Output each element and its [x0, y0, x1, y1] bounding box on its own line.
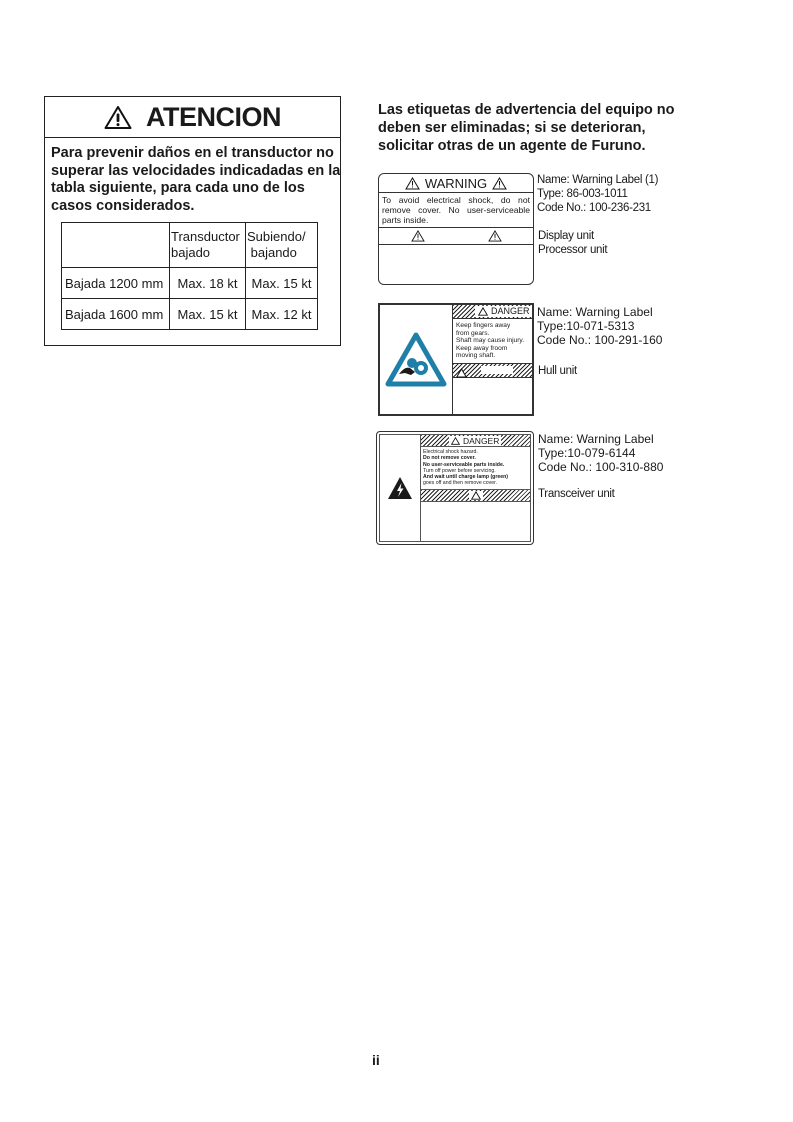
unit-name: Display unit: [538, 230, 594, 242]
warning-label-2: [378, 303, 534, 416]
table-header-cell: [62, 223, 170, 268]
label-heading: [379, 174, 533, 193]
label-type: Type: 86-003-1011: [537, 188, 628, 200]
unit-name: Processor unit: [538, 244, 608, 256]
label-inner: [379, 434, 531, 542]
label-code: Code No.: 100-310-880: [538, 460, 664, 474]
warning-label-3: [376, 431, 534, 545]
label-text: To avoid electrical shock, do not remove cover. No user-serviceable parts inside.: [382, 195, 530, 225]
table-header-cell: [170, 223, 246, 268]
danger-heading: DANGER: [463, 435, 500, 446]
warning-triangle-icon: [488, 230, 502, 242]
danger-tag: [449, 436, 501, 446]
table-cell: Bajada 1600 mm: [62, 299, 170, 330]
warning-triangle-icon: [411, 230, 425, 242]
label-1-units: [538, 229, 607, 257]
table-cell: Max. 15 kt: [170, 299, 246, 330]
danger-heading: DANGER: [491, 306, 530, 316]
warning-triangle-icon: [456, 365, 467, 383]
label-line: Shaft may cause injury.: [456, 337, 525, 345]
electric-shock-icon: [387, 476, 413, 500]
danger-bar-2: [421, 489, 530, 502]
label-heading-text: WARNING: [424, 175, 488, 191]
table-header-cell: [246, 223, 318, 268]
header-raising: Subiendo/ bajando: [247, 229, 306, 260]
table-cell: Bajada 1200 mm: [62, 268, 170, 299]
label-text-panel: [421, 435, 530, 541]
table-cell: Max. 12 kt: [246, 299, 318, 330]
label-line: No user-serviceable parts inside.: [423, 461, 505, 468]
unit-name: Hull unit: [538, 365, 577, 377]
header-lowered: Transductor bajado: [171, 229, 240, 260]
label-2-info: [537, 305, 662, 347]
speed-table: [61, 222, 318, 330]
label-code: Code No.: 100-236-231: [537, 202, 651, 214]
label-code: Code No.: 100-291-160: [537, 333, 663, 347]
label-name: Name: Warning Label: [537, 305, 653, 319]
table-row: [62, 299, 318, 330]
page-number: ii: [372, 1052, 380, 1068]
table-cell: Max. 15 kt: [246, 268, 318, 299]
label-text: [453, 319, 532, 363]
label-line: Keep fingers away: [456, 322, 511, 329]
label-type: Type:10-071-5313: [537, 319, 635, 333]
danger-bar: [421, 435, 530, 447]
warning-triangle-icon: [451, 437, 460, 445]
caution-header: [45, 97, 340, 138]
table-header-row: [62, 223, 318, 268]
warning-triangle-icon: [405, 177, 420, 190]
label-text-panel: [453, 305, 532, 414]
label-name: Name: Warning Label (1): [537, 174, 659, 186]
caution-title: ATENCION: [146, 101, 281, 132]
intro-text: Las etiquetas de advertencia del equipo no deben ser eliminadas; si se deterioran, solicitar otras de un agente de Furuno.: [378, 102, 675, 154]
gear-hazard-icon: [385, 332, 447, 388]
label-line: Electrical shock hazard.: [423, 449, 478, 455]
table-cell: Max. 18 kt: [170, 268, 246, 299]
danger-tag: [475, 306, 533, 317]
label-1-info: [537, 173, 658, 215]
unit-name: Transceiver unit: [538, 488, 615, 500]
label-3-units: [538, 487, 615, 501]
blank-plate: [481, 366, 513, 374]
warning-triangle-icon: [469, 491, 483, 500]
danger-bar-2: [453, 363, 532, 378]
label-name: Name: Warning Label: [538, 432, 654, 446]
label-line: Turn off power before servicing.: [423, 467, 496, 474]
warning-triangle-icon: [104, 105, 132, 130]
caution-text: Para prevenir daños en el transductor no superar las velocidades indicadadas en la tabla siguiente, para cada uno de los casos considerados.: [51, 145, 341, 214]
label-line: goes off and then remove cover.: [423, 480, 498, 487]
warning-label-1: [378, 173, 534, 285]
caution-box: [44, 96, 341, 346]
label-text: [421, 447, 530, 489]
label-line: from gears.: [456, 329, 490, 337]
label-line: Keep away froom: [456, 344, 508, 352]
label-pictogram: [380, 435, 421, 541]
label-symbol-bar: [379, 227, 533, 245]
table-row: [62, 268, 318, 299]
label-pictogram: [380, 305, 453, 414]
label-type: Type:10-079-6144: [538, 446, 636, 460]
label-line: And wait until charge lamp (green): [423, 474, 509, 481]
label-line: moving shaft.: [456, 352, 496, 360]
label-2-units: [538, 364, 577, 378]
label-line: Do not remove cover.: [423, 455, 476, 462]
danger-bar: [453, 305, 532, 319]
warning-triangle-icon: [478, 307, 488, 316]
warning-triangle-icon: [492, 177, 507, 190]
label-3-info: [538, 432, 663, 474]
